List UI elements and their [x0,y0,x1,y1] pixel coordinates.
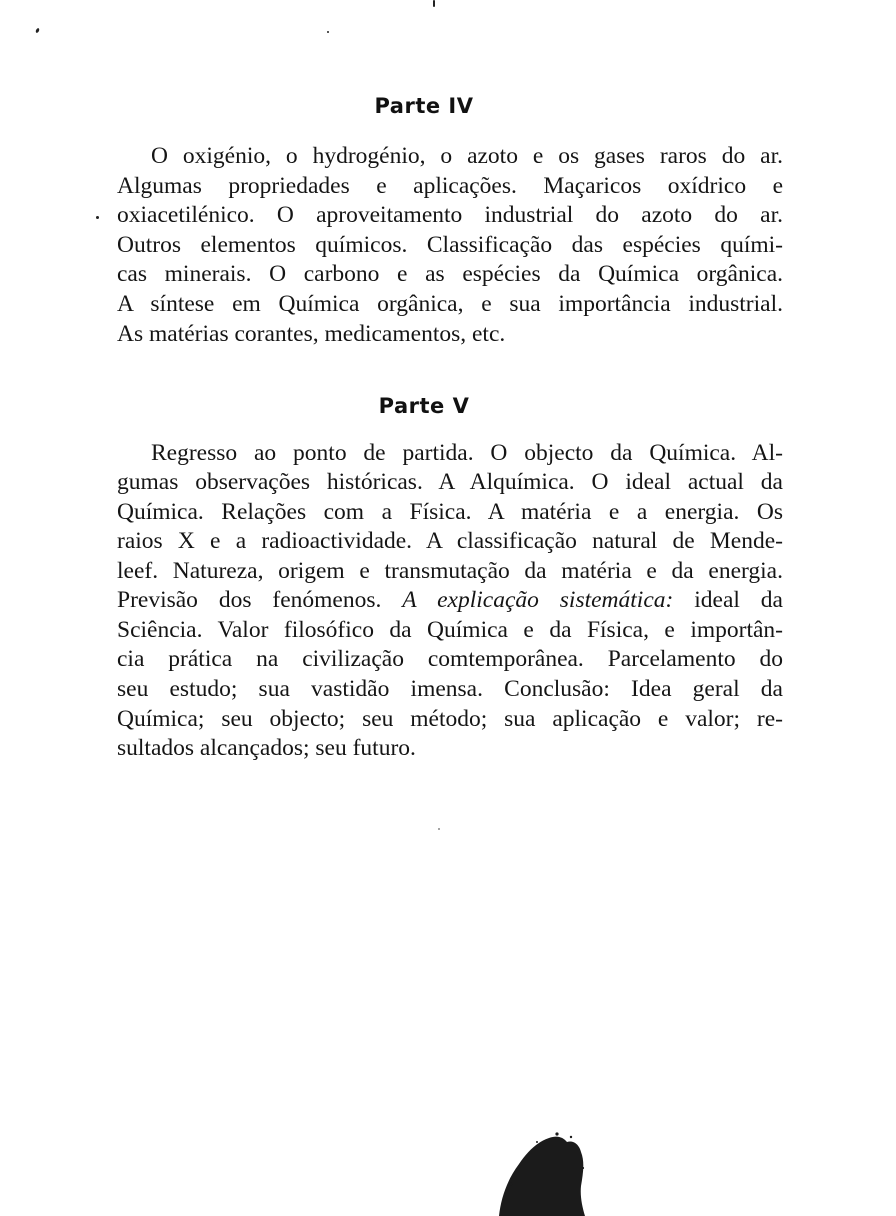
parte-v-line [117,586,783,616]
scan-speck [327,31,329,33]
parte-v-line: Regresso ao ponto de partida. O objecto da Química. Al- [151,440,783,466]
scan-speck [96,216,99,219]
parte-v-line: raios X e a radioactividade. A classificação natural de Mende- [117,528,783,554]
parte-iv-line: Algumas propriedades e aplicações. Maçaricos oxídrico e [117,173,783,199]
ink-blot-decoration [497,1128,587,1216]
parte-v-line: seu estudo; sua vastidão imensa. Conclusão: Idea geral da [117,676,783,702]
parte-iv-line: Outros elementos químicos. Classificação das espécies quími- [117,232,783,258]
scan-speck [433,0,435,7]
parte-v-line: Química. Relações com a Física. A matéria e a energia. Os [117,499,783,525]
line-text: ideal da [673,587,783,613]
parte-v-line: Sciência. Valor filosófico da Química e da Física, e importân- [117,617,783,643]
parte-iv-line: A síntese em Química orgânica, e sua importância industrial. [117,291,783,317]
parte-v-line: Química; seu objecto; seu método; sua aplicação e valor; re- [117,706,783,732]
parte-v-line: sultados alcançados; seu futuro. [117,735,416,761]
italic-phrase: A explicação sistemática: [402,587,674,613]
parte-v-line: leef. Natureza, origem e transmutação da matéria e da energia. [117,558,783,584]
parte-iv-line: oxiacetilénico. O aproveitamento industrial do azoto do ar. [117,202,783,228]
scan-speck [438,828,440,830]
parte-iv-line: As matérias corantes, medicamentos, etc. [117,321,506,347]
parte-iv-heading: Parte IV [374,94,474,118]
parte-v-line: cia prática na civilização comtemporânea. Parcelamento do [117,646,783,672]
parte-iv-line: O oxigénio, o hydrogénio, o azoto e os gases raros do ar. [151,143,783,169]
parte-v-line: gumas observações históricas. A Alquímica. O ideal actual da [117,469,783,495]
parte-iv-line: cas minerais. O carbono e as espécies da Química orgânica. [117,261,783,287]
parte-v-heading: Parte V [378,394,470,418]
line-text: Previsão dos fenómenos. [117,587,403,613]
scan-speck [35,28,40,34]
